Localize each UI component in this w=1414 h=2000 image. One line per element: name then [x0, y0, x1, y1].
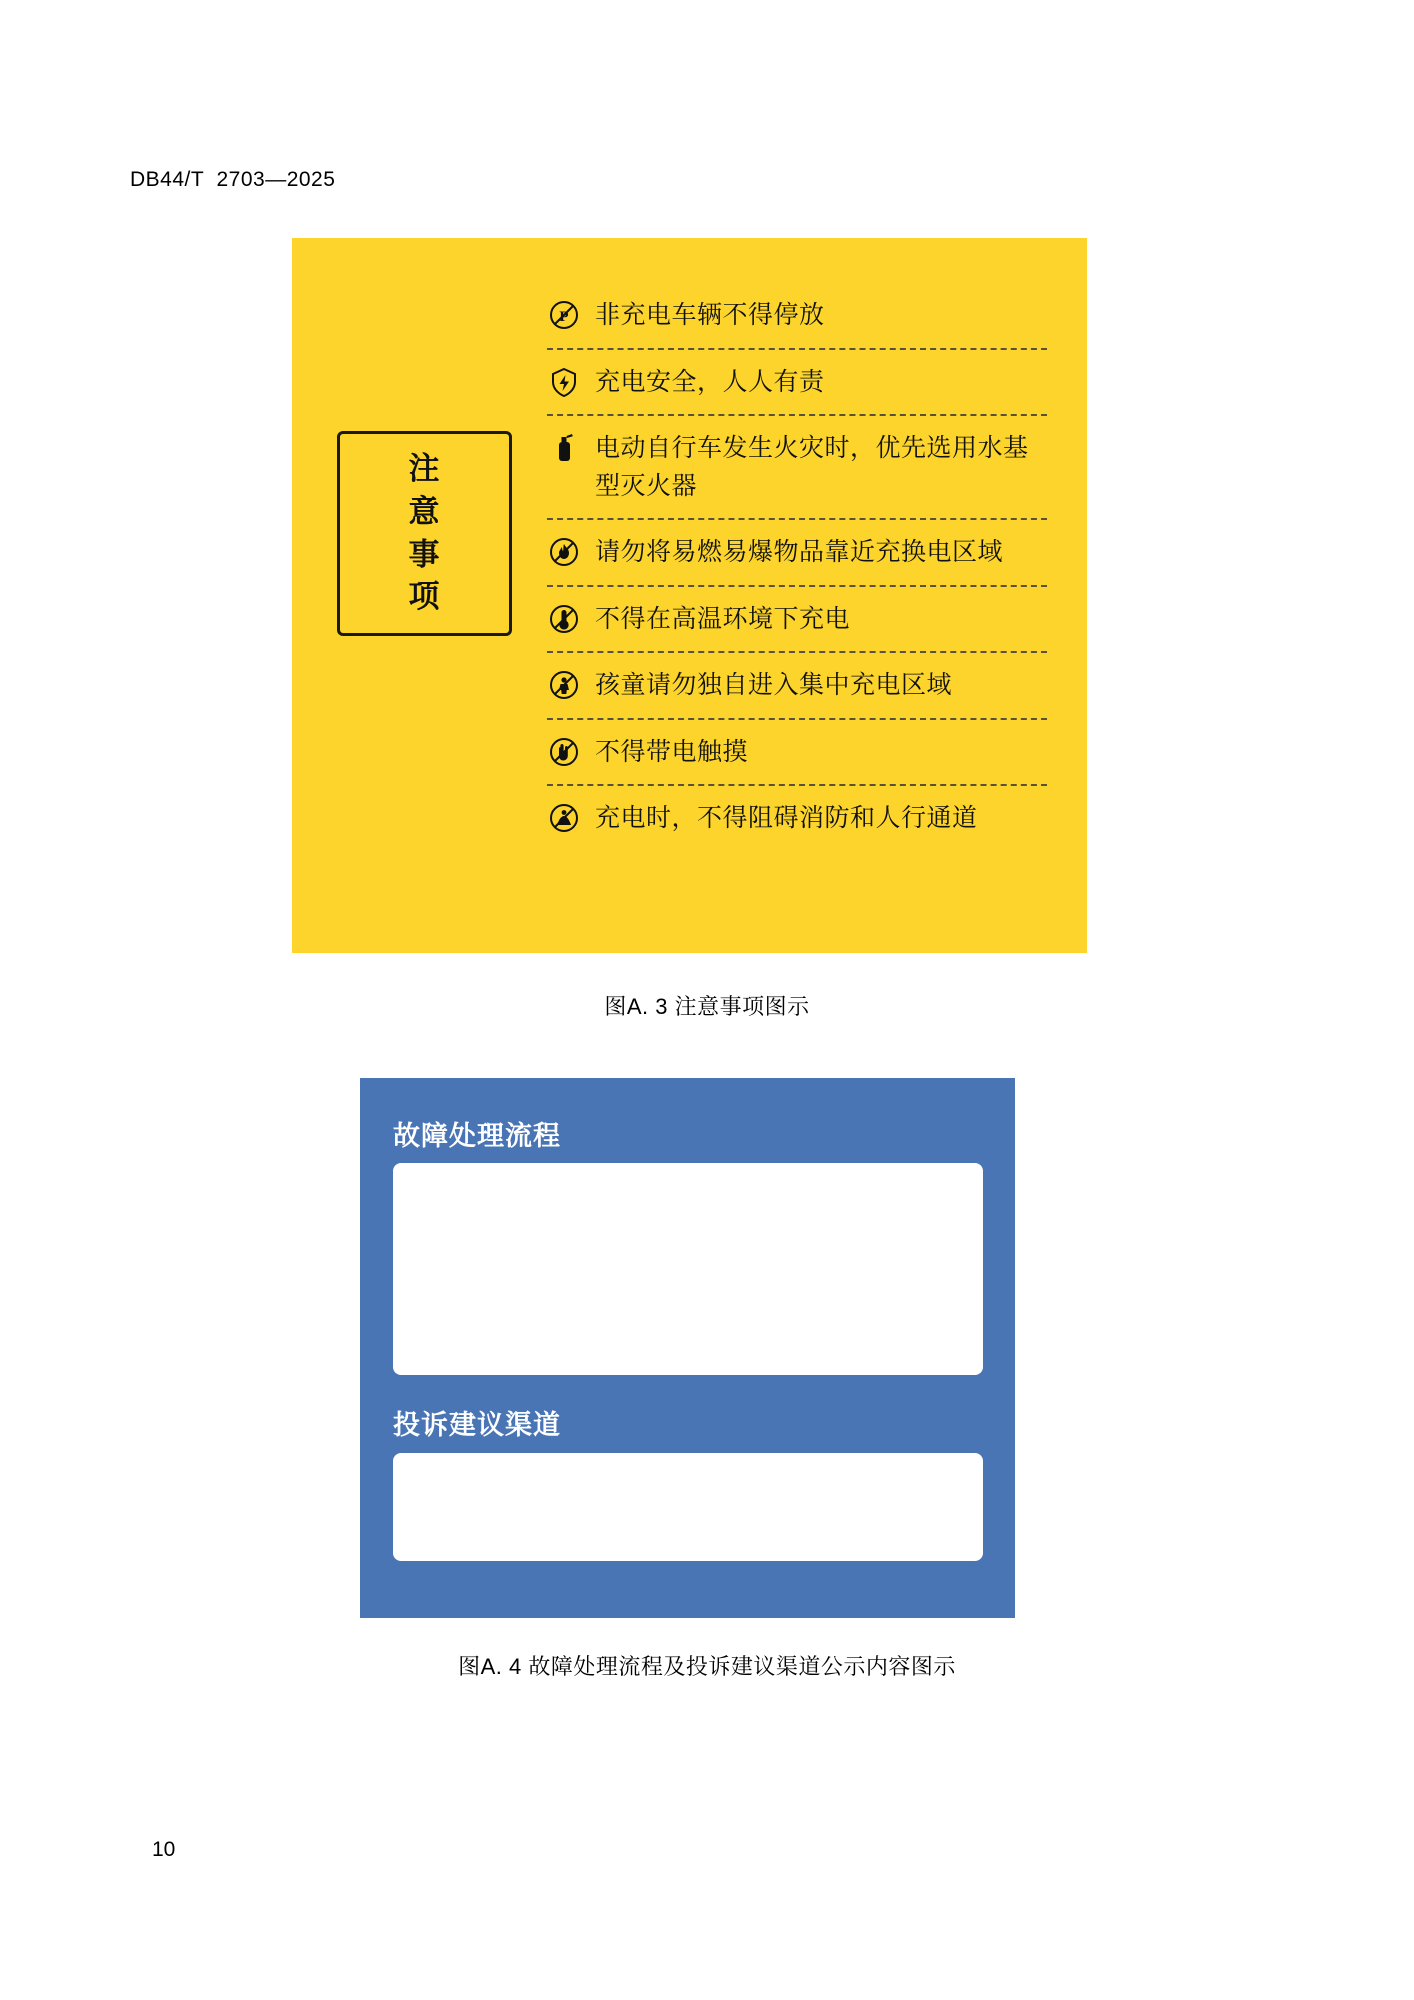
notice-board-figure-a3 — [292, 238, 1087, 953]
fault-process-content-panel — [393, 1163, 983, 1375]
notice-item-text: 不得在高温环境下充电 — [595, 604, 851, 633]
notice-title-char-2: 意 — [408, 493, 441, 529]
notice-item-list — [547, 283, 1047, 851]
page-number: 10 — [152, 1838, 176, 1861]
notice-item — [547, 720, 1047, 787]
notice-item — [547, 350, 1047, 417]
complaint-channel-title: 投诉建议渠道 — [393, 1410, 561, 1440]
no-children-icon — [547, 668, 581, 702]
notice-item-text: 孩童请勿独自进入集中充电区域 — [595, 671, 953, 699]
notice-title-box — [337, 431, 512, 636]
notice-item-text: 不得带电触摸 — [595, 737, 749, 766]
figure-a3-caption: 图A. 3 注意事项图示 — [604, 994, 810, 1019]
notice-item — [547, 416, 1047, 520]
notice-title-char-4: 项 — [408, 579, 441, 615]
no-blocking-passage-icon — [547, 801, 581, 835]
notice-item — [547, 786, 1047, 851]
no-high-temperature-icon — [547, 602, 581, 636]
notice-item-text: 非充电车辆不得停放 — [595, 301, 825, 329]
no-flammable-icon — [547, 535, 581, 569]
notice-item-text: 充电安全，人人有责 — [595, 367, 825, 396]
notice-title-text — [340, 434, 509, 633]
notice-item-text: 充电时，不得阻碍消防和人行通道 — [595, 804, 978, 832]
svg-text:P: P — [559, 309, 569, 325]
notice-item — [547, 587, 1047, 654]
complaint-channel-content-panel — [393, 1453, 983, 1561]
shield-bolt-icon — [547, 365, 581, 399]
notice-title-char-3: 事 — [408, 536, 441, 572]
notice-item — [547, 283, 1047, 350]
notice-item — [547, 520, 1047, 587]
notice-title-char-1: 注 — [408, 450, 441, 486]
notice-item-text: 请勿将易燃易爆物品靠近充换电区域 — [595, 538, 1004, 566]
no-parking-icon — [547, 298, 581, 332]
service-board-figure-a4 — [360, 1078, 1015, 1618]
notice-item — [547, 653, 1047, 720]
figure-a4-caption: 图A. 4 故障处理流程及投诉建议渠道公示内容图示 — [458, 1654, 956, 1679]
fault-process-title: 故障处理流程 — [393, 1121, 561, 1151]
fire-extinguisher-icon — [547, 431, 581, 465]
notice-item-text: 电动自行车发生火灾时，优先选用水基型灭火器 — [595, 434, 1029, 500]
no-touch-live-icon — [547, 735, 581, 769]
document-header-standard-code: DB44/T 2703—2025 — [130, 168, 336, 191]
